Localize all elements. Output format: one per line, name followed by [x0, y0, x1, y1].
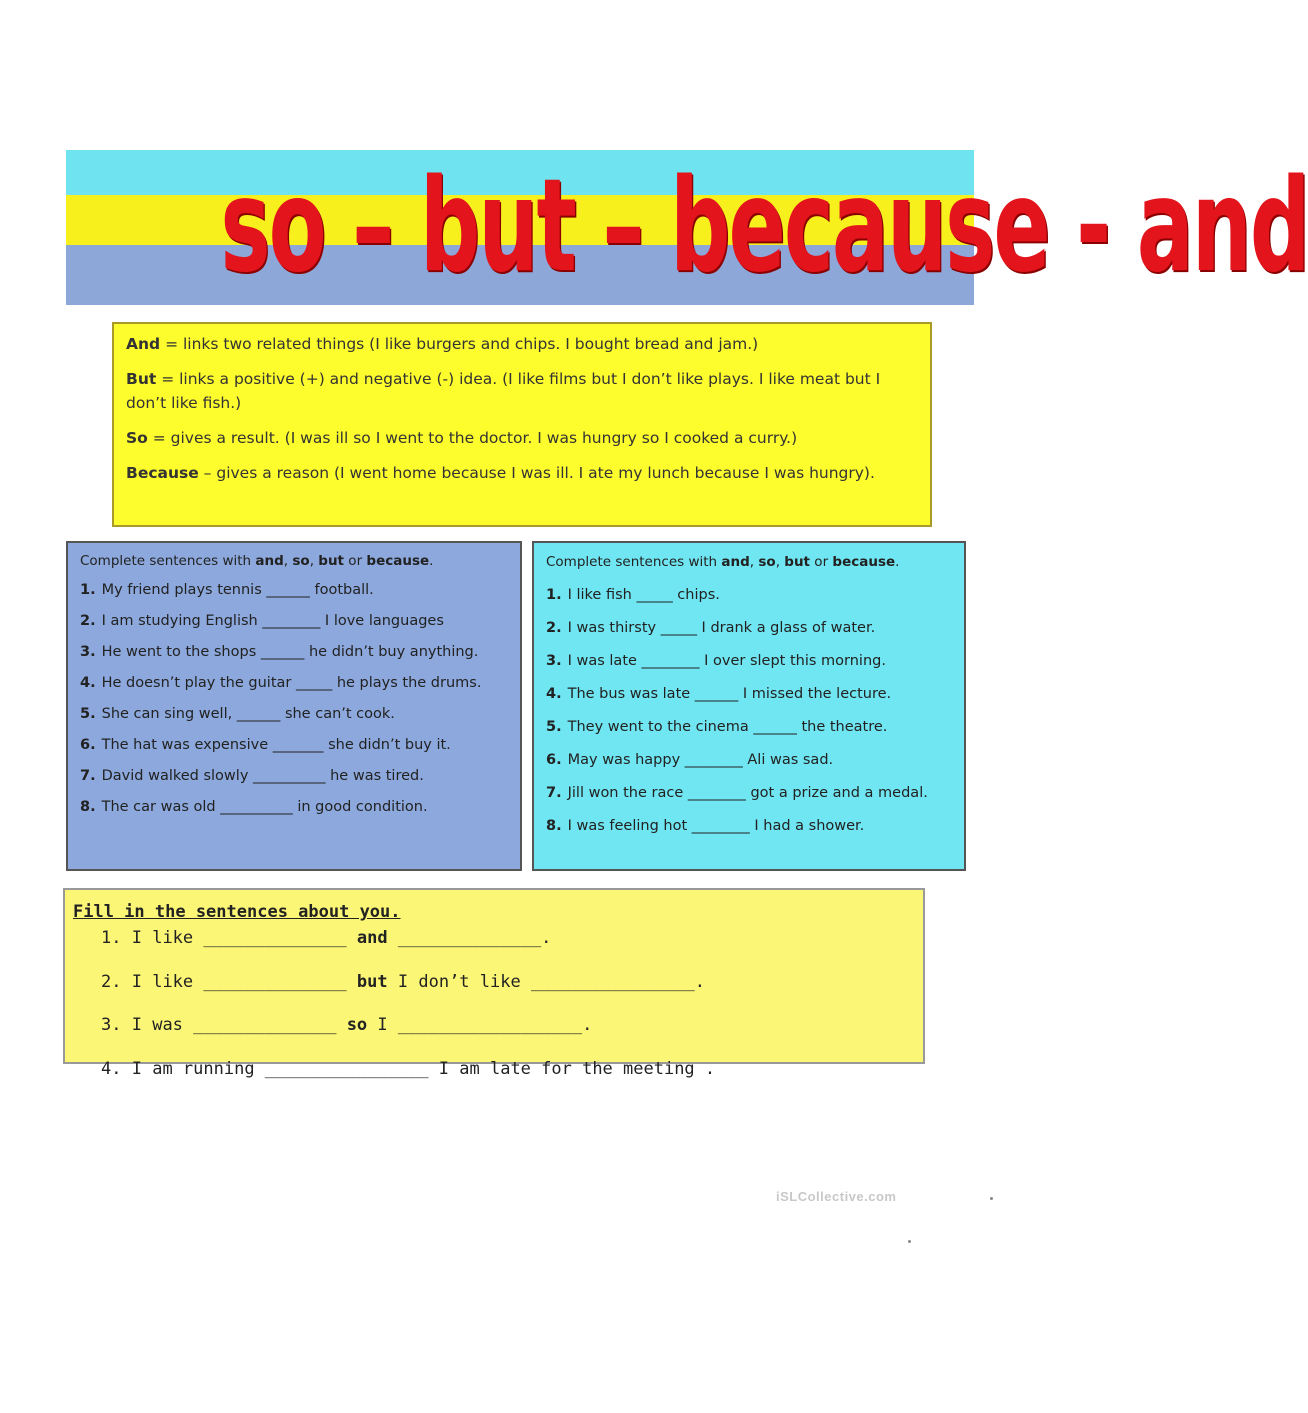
rule-term: So: [126, 429, 148, 447]
list-item: [80, 673, 510, 694]
list-item: [80, 797, 510, 818]
rule-term: Because: [126, 464, 199, 482]
rule-but: [126, 367, 920, 415]
row-number: 3.: [101, 1015, 122, 1035]
item-text: He went to the shops ______ he didn’t buy anything.: [101, 644, 479, 660]
row-post: I don’t like ________________.: [397, 971, 705, 992]
item-text: I was feeling hot ________ I had a shower.: [567, 818, 865, 834]
row-pre: I was ______________: [131, 1015, 337, 1035]
item-number: 1.: [546, 587, 562, 603]
list-item: [546, 584, 954, 606]
list-item: [80, 704, 510, 725]
row-connector: and: [356, 928, 388, 948]
list-item: [546, 650, 954, 672]
item-text: They went to the cinema ______ the theatre.: [567, 719, 888, 735]
item-number: 8.: [80, 799, 96, 815]
item-number: 5.: [546, 719, 562, 735]
item-number: 2.: [546, 620, 562, 636]
rule-text: = links two related things (I like burgers and chips. I bought bread and jam.): [160, 335, 759, 353]
exercise-panel-right: [532, 541, 966, 871]
item-number: 8.: [546, 818, 562, 834]
item-text: My friend plays tennis ______ football.: [101, 582, 374, 598]
item-text: I like fish _____ chips.: [567, 587, 720, 603]
list-item: [80, 580, 510, 601]
row-connector: so: [346, 1015, 368, 1035]
list-item: [546, 749, 954, 771]
item-text: The hat was expensive _______ she didn’t buy it.: [101, 737, 451, 753]
item-text: The car was old __________ in good condition.: [101, 799, 428, 815]
rule-term: But: [126, 370, 157, 388]
item-number: 3.: [80, 644, 96, 660]
item-number: 1.: [80, 582, 96, 598]
row-number: 4.: [101, 1058, 122, 1079]
list-item: [80, 611, 510, 632]
item-number: 6.: [546, 752, 562, 768]
list-item: [80, 766, 510, 787]
fill-row: [101, 1011, 923, 1055]
exercise-panel-left: [66, 541, 522, 871]
fill-row: [101, 1055, 923, 1099]
item-number: 5.: [80, 706, 96, 722]
list-item: [80, 642, 510, 663]
fill-row: [101, 968, 923, 1012]
list-item: [546, 815, 954, 837]
row-connector: but: [356, 971, 388, 992]
item-number: 2.: [80, 613, 96, 629]
list-item: [546, 716, 954, 738]
fill-row: [101, 924, 923, 968]
rule-term: And: [126, 335, 161, 353]
rule-text: = links a positive (+) and negative (-) idea. (I like films but I don’t like plays. I like meat but I don’t like fish.): [126, 370, 881, 412]
row-number: 2.: [101, 971, 122, 992]
row-pre: I like ______________: [131, 971, 347, 992]
list-item: [546, 782, 954, 804]
rule-because: [126, 461, 920, 485]
rule-and: [126, 332, 920, 356]
item-number: 3.: [546, 653, 562, 669]
list-item: [546, 617, 954, 639]
rules-box: [112, 322, 932, 527]
item-text: David walked slowly __________ he was tired.: [101, 768, 424, 784]
rule-text: – gives a reason (I went home because I was ill. I ate my lunch because I was hungry).: [198, 464, 875, 482]
fill-heading: Fill in the sentences about you.: [73, 902, 401, 922]
item-number: 4.: [80, 675, 96, 691]
item-number: 6.: [80, 737, 96, 753]
row-post: I am late for the meeting .: [438, 1058, 716, 1079]
rule-text: = gives a result. (I was ill so I went to the doctor. I was hungry so I cooked a curry.): [147, 429, 798, 447]
page-title: so – but – because - and: [220, 152, 1308, 301]
item-text: He doesn’t play the guitar _____ he plays the drums.: [101, 675, 482, 691]
panel-instruction: Complete sentences with and, so, but or because.: [546, 554, 900, 570]
fill-in-section: [63, 888, 925, 1079]
item-text: May was happy ________ Ali was sad.: [567, 752, 834, 768]
row-number: 1.: [101, 928, 122, 948]
site-watermark: iSLCollective.com: [776, 1189, 897, 1204]
list-item: [80, 735, 510, 756]
item-text: The bus was late ______ I missed the lecture.: [567, 686, 892, 702]
item-text: She can sing well, ______ she can’t cook.: [101, 706, 395, 722]
row-post: I __________________.: [377, 1015, 593, 1035]
row-pre: I like ______________: [131, 928, 347, 948]
row-pre: I am running ________________: [131, 1058, 429, 1079]
item-number: 7.: [80, 768, 96, 784]
decorative-dot: [908, 1240, 911, 1243]
item-number: 7.: [546, 785, 562, 801]
title-banner: [66, 150, 1308, 305]
row-post: ______________.: [397, 928, 552, 948]
item-number: 4.: [546, 686, 562, 702]
rule-so: [126, 426, 920, 450]
panel-instruction: Complete sentences with and, so, but or because.: [80, 553, 434, 569]
list-item: [546, 683, 954, 705]
decorative-dot: [990, 1197, 993, 1200]
item-text: I was late ________ I over slept this morning.: [567, 653, 886, 669]
item-text: I was thirsty _____ I drank a glass of water.: [567, 620, 876, 636]
item-text: I am studying English ________ I love languages: [101, 613, 444, 629]
item-text: Jill won the race ________ got a prize and a medal.: [567, 785, 928, 801]
